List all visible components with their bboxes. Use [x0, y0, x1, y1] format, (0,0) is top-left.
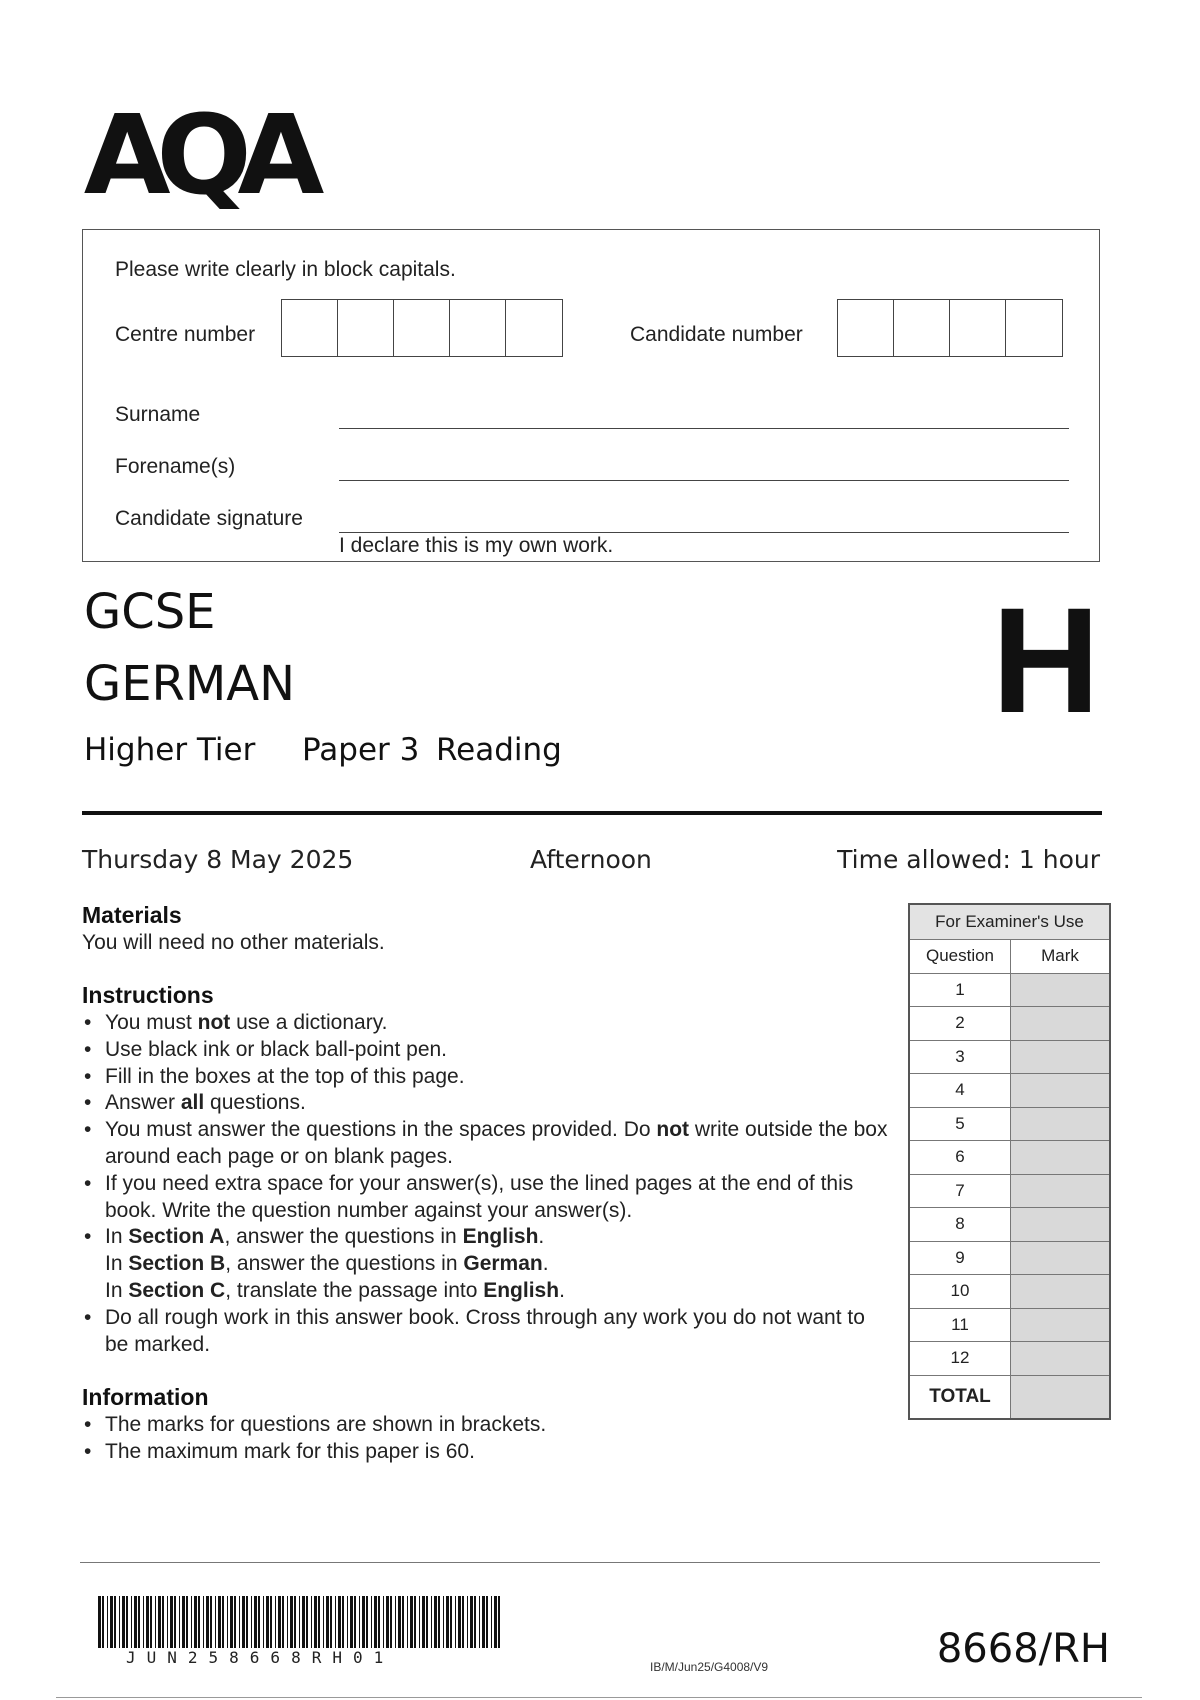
list-item: • Do all rough work in this answer book. Cross through any work you do not want to be marked.: [82, 1305, 865, 1359]
barcode-bar: [294, 1596, 296, 1648]
table-row: [909, 1107, 1110, 1141]
barcode-bar: [314, 1596, 317, 1648]
question-number: 11: [909, 1308, 1011, 1342]
instructions-list: [82, 1010, 888, 1358]
barcode-bar: [359, 1596, 360, 1648]
barcode-bar: [338, 1596, 341, 1648]
barcode-bar: [287, 1596, 288, 1648]
barcode-text: JUN258668RH01: [126, 1648, 395, 1667]
barcode-bar: [278, 1596, 281, 1648]
barcode-bar: [203, 1596, 204, 1648]
component-label: Reading: [436, 732, 562, 768]
barcode-bar: [374, 1596, 377, 1648]
centre-digit-box[interactable]: [450, 300, 506, 356]
mark-column-header: Mark: [1011, 940, 1111, 974]
barcode-bar: [170, 1596, 173, 1648]
barcode-bar: [194, 1596, 197, 1648]
list-item: • You must not use a dictionary.: [82, 1010, 882, 1037]
barcode-bar: [350, 1596, 353, 1648]
barcode-bar: [482, 1596, 485, 1648]
table-row: [909, 1208, 1110, 1242]
barcode-bar: [414, 1596, 416, 1648]
barcode-bar: [474, 1596, 476, 1648]
barcode-bar: [263, 1596, 264, 1648]
barcode-bar: [354, 1596, 356, 1648]
question-number: 3: [909, 1040, 1011, 1074]
barcode-bar: [311, 1596, 312, 1648]
examiner-use-table: [908, 903, 1111, 1420]
barcode-bar: [230, 1596, 233, 1648]
barcode-bar: [186, 1596, 188, 1648]
barcode-bar: [254, 1596, 257, 1648]
exam-session: Afternoon: [530, 845, 652, 874]
barcode-bar: [362, 1596, 365, 1648]
candidate-number-label: Candidate number: [630, 323, 803, 346]
barcode-bar: [107, 1596, 108, 1648]
barcode-bar: [486, 1596, 488, 1648]
barcode-bar: [246, 1596, 248, 1648]
barcode-bar: [498, 1596, 500, 1648]
barcode: [98, 1596, 508, 1648]
barcode-bar: [266, 1596, 269, 1648]
barcode-bar: [419, 1596, 420, 1648]
barcode-bar: [155, 1596, 156, 1648]
question-number: 1: [909, 973, 1011, 1007]
declaration-text: I declare this is my own work.: [339, 534, 614, 557]
table-row: [909, 1007, 1110, 1041]
question-number: 9: [909, 1241, 1011, 1275]
barcode-bar: [467, 1596, 468, 1648]
centre-digit-box[interactable]: [282, 300, 338, 356]
barcode-bar: [395, 1596, 396, 1648]
forenames-field[interactable]: [339, 480, 1069, 481]
table-row: [909, 1342, 1110, 1376]
mark-cell[interactable]: [1011, 1308, 1111, 1342]
mark-cell[interactable]: [1011, 1040, 1111, 1074]
exam-date: Thursday 8 May 2025: [82, 845, 354, 874]
barcode-bar: [386, 1596, 389, 1648]
barcode-bar: [110, 1596, 113, 1648]
barcode-bar: [215, 1596, 216, 1648]
mark-cell[interactable]: [1011, 1342, 1111, 1376]
question-number: 10: [909, 1275, 1011, 1309]
block-capitals-prompt: Please write clearly in block capitals.: [115, 258, 456, 281]
question-number: 5: [909, 1107, 1011, 1141]
paper-label: Paper 3: [302, 732, 420, 768]
barcode-bar: [383, 1596, 384, 1648]
barcode-bar: [146, 1596, 149, 1648]
barcode-bar: [251, 1596, 252, 1648]
list-item: • You must answer the questions in the spaces provided. Do not write outside the box around each page or on blank pages.: [82, 1117, 895, 1171]
barcode-bar: [119, 1596, 120, 1648]
question-number: 12: [909, 1342, 1011, 1376]
barcode-bar: [114, 1596, 116, 1648]
table-row: [909, 1141, 1110, 1175]
instructions-section: [82, 982, 888, 1358]
list-item: • In Section A, answer the questions in English. In Section B, answer the questions in German. In Section C, translate the passage into English.: [82, 1224, 882, 1304]
barcode-bar: [167, 1596, 168, 1648]
barcode-bar: [407, 1596, 408, 1648]
mark-cell[interactable]: [1011, 1174, 1111, 1208]
barcode-bar: [222, 1596, 224, 1648]
barcode-bar: [206, 1596, 209, 1648]
barcode-bar: [275, 1596, 276, 1648]
table-row: [909, 973, 1110, 1007]
surname-field[interactable]: [339, 428, 1069, 429]
document-reference: IB/M/Jun25/G4008/V9: [650, 1660, 769, 1674]
candidate-digit-box[interactable]: [1006, 300, 1062, 356]
question-number: 2: [909, 1007, 1011, 1041]
barcode-bar: [150, 1596, 152, 1648]
centre-number-field[interactable]: [281, 299, 563, 357]
barcode-bar: [143, 1596, 144, 1648]
barcode-bar: [434, 1596, 437, 1648]
instructions-heading: Instructions: [82, 982, 214, 1008]
time-allowed: Time allowed: 1 hour: [837, 845, 1100, 874]
mark-cell[interactable]: [1011, 1208, 1111, 1242]
barcode-bar: [446, 1596, 449, 1648]
barcode-bar: [398, 1596, 401, 1648]
barcode-bar: [410, 1596, 413, 1648]
barcode-bar: [102, 1596, 104, 1648]
barcode-bar: [302, 1596, 305, 1648]
information-heading: Information: [82, 1384, 209, 1410]
qualification-title: GCSE: [84, 584, 216, 640]
barcode-bar: [282, 1596, 284, 1648]
barcode-bar: [455, 1596, 456, 1648]
centre-digit-box[interactable]: [338, 300, 394, 356]
barcode-bar: [378, 1596, 380, 1648]
table-row: [909, 1074, 1110, 1108]
mark-cell[interactable]: [1011, 1107, 1111, 1141]
aqa-logo: AQA: [83, 91, 310, 219]
barcode-bar: [458, 1596, 461, 1648]
barcode-bar: [191, 1596, 192, 1648]
mark-cell[interactable]: [1011, 1007, 1111, 1041]
candidate-details-box: [82, 229, 1100, 562]
barcode-bar: [431, 1596, 432, 1648]
barcode-bar: [242, 1596, 245, 1648]
signature-field[interactable]: [339, 532, 1069, 533]
barcode-bar: [491, 1596, 492, 1648]
barcode-bar: [342, 1596, 344, 1648]
barcode-bar: [198, 1596, 200, 1648]
candidate-digit-box[interactable]: [838, 300, 894, 356]
barcode-bar: [347, 1596, 348, 1648]
materials-text: You will need no other materials.: [82, 931, 385, 954]
centre-digit-box[interactable]: [506, 300, 562, 356]
mark-cell[interactable]: [1011, 1275, 1111, 1309]
barcode-bar: [318, 1596, 320, 1648]
candidate-number-field[interactable]: [837, 299, 1063, 357]
barcode-bar: [330, 1596, 332, 1648]
barcode-bar: [239, 1596, 240, 1648]
barcode-bar: [366, 1596, 368, 1648]
list-item: • The marks for questions are shown in brackets.: [82, 1412, 882, 1439]
total-mark-cell[interactable]: [1011, 1375, 1111, 1419]
table-row: [909, 1241, 1110, 1275]
table-row: [909, 1040, 1110, 1074]
bottom-rule: [56, 1697, 1142, 1698]
materials-heading: Materials: [82, 902, 182, 928]
barcode-bar: [422, 1596, 425, 1648]
barcode-bar: [258, 1596, 260, 1648]
barcode-bar: [98, 1596, 101, 1648]
materials-section: [82, 902, 882, 956]
barcode-bar: [131, 1596, 132, 1648]
barcode-bar: [326, 1596, 329, 1648]
centre-digit-box[interactable]: [394, 300, 450, 356]
barcode-bar: [335, 1596, 336, 1648]
question-number: 8: [909, 1208, 1011, 1242]
barcode-bar: [134, 1596, 137, 1648]
list-item: • The maximum mark for this paper is 60.: [82, 1439, 882, 1466]
barcode-bar: [450, 1596, 452, 1648]
list-item: • Answer all questions.: [82, 1090, 882, 1117]
title-divider: [82, 811, 1102, 815]
examiner-table-title: For Examiner's Use: [909, 904, 1110, 940]
barcode-bar: [479, 1596, 480, 1648]
surname-label: Surname: [115, 403, 201, 426]
mark-cell[interactable]: [1011, 1141, 1111, 1175]
barcode-bar: [122, 1596, 125, 1648]
barcode-bar: [494, 1596, 497, 1648]
information-section: [82, 1384, 882, 1466]
tier-letter: H: [991, 576, 1100, 744]
barcode-bar: [234, 1596, 236, 1648]
question-number: 7: [909, 1174, 1011, 1208]
subject-title: GERMAN: [84, 656, 296, 712]
forenames-label: Forename(s): [115, 455, 236, 478]
total-label: TOTAL: [909, 1375, 1011, 1419]
barcode-bar: [227, 1596, 228, 1648]
barcode-bar: [323, 1596, 324, 1648]
list-item: • Use black ink or black ball-point pen.: [82, 1037, 882, 1064]
barcode-bar: [162, 1596, 164, 1648]
barcode-bar: [462, 1596, 464, 1648]
barcode-bar: [270, 1596, 272, 1648]
barcode-bar: [158, 1596, 161, 1648]
barcode-bar: [174, 1596, 176, 1648]
barcode-bar: [443, 1596, 444, 1648]
candidate-digit-box[interactable]: [950, 300, 1006, 356]
mark-cell[interactable]: [1011, 1241, 1111, 1275]
information-list: [82, 1412, 882, 1466]
mark-cell[interactable]: [1011, 1074, 1111, 1108]
mark-cell[interactable]: [1011, 973, 1111, 1007]
question-number: 4: [909, 1074, 1011, 1108]
barcode-bar: [138, 1596, 140, 1648]
barcode-bar: [210, 1596, 212, 1648]
barcode-bar: [179, 1596, 180, 1648]
footer-divider: [80, 1562, 1100, 1563]
question-column-header: Question: [909, 940, 1011, 974]
barcode-bar: [426, 1596, 428, 1648]
question-number: 6: [909, 1141, 1011, 1175]
list-item: • Fill in the boxes at the top of this page.: [82, 1064, 882, 1091]
barcode-bar: [402, 1596, 404, 1648]
signature-label: Candidate signature: [115, 507, 303, 530]
paper-code: 8668/RH: [936, 1626, 1110, 1672]
table-row: [909, 1174, 1110, 1208]
candidate-digit-box[interactable]: [894, 300, 950, 356]
tier-label: Higher Tier: [84, 732, 256, 768]
centre-number-label: Centre number: [115, 323, 256, 346]
barcode-bar: [299, 1596, 300, 1648]
barcode-bar: [290, 1596, 293, 1648]
barcode-bar: [218, 1596, 221, 1648]
barcode-bar: [390, 1596, 392, 1648]
table-row: [909, 1275, 1110, 1309]
list-item: • If you need extra space for your answer(s), use the lined pages at the end of this book. Write the question number against your answer(s).: [82, 1171, 895, 1225]
barcode-bar: [371, 1596, 372, 1648]
barcode-bar: [182, 1596, 185, 1648]
table-row: [909, 1308, 1110, 1342]
barcode-bar: [306, 1596, 308, 1648]
barcode-bar: [470, 1596, 473, 1648]
barcode-bar: [438, 1596, 440, 1648]
barcode-bar: [126, 1596, 128, 1648]
